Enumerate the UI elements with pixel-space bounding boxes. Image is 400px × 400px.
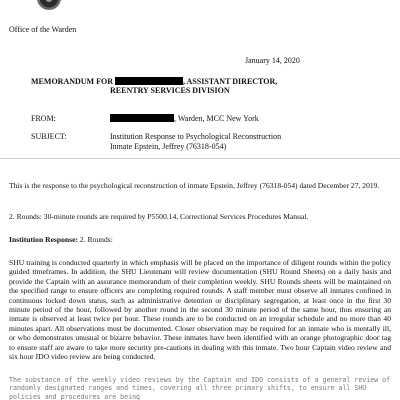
memo-division: REENTRY SERVICES DIVISION: [110, 86, 230, 95]
response-label: Institution Response:: [9, 235, 78, 244]
subject-row: [31, 132, 282, 151]
agency-seal-icon: [37, 0, 61, 10]
from-value: [110, 114, 259, 124]
from-row: [31, 114, 259, 124]
institution-response-heading: [9, 235, 391, 244]
subject-line-1: Institution Response to Psychological Reconstruction: [110, 132, 282, 141]
intro-paragraph: This is the response to the psychological reconstruction of inmate Epstein, Jeffrey (76318-054) dated December 27, 2019.: [9, 181, 380, 190]
rounds-requirement: 2. Rounds: 30-minute rounds are required by P5500.14, Correctional Services Procedures Manual.: [9, 212, 309, 221]
memo-date: January 14, 2020: [245, 56, 300, 65]
video-review-paragraph: The substance of the weekly video reviews by the Captain and IDO consists of a general review of randomly designated ranges and times, covering all three primary shifts, to ensure all SHU policies and procedures are being: [9, 376, 391, 400]
response-text: 2. Rounds:: [78, 235, 113, 244]
memo-for-title: , ASSISTANT DIRECTOR,: [182, 77, 278, 86]
redaction-bar: [110, 114, 174, 122]
subject-label: SUBJECT:: [31, 132, 67, 141]
office-heading: Office of the Warden: [9, 25, 77, 34]
memo-for-label: MEMORANDUM FOR: [31, 77, 113, 86]
subject-line-2: Inmate Epstein, Jeffrey (76318-054): [110, 142, 227, 151]
divider: [0, 158, 400, 159]
subject-value: [110, 132, 281, 152]
response-body-paragraph: SHU training is conducted quarterly in which emphasis will be placed on the importance of diligent rounds within the policy guided timeframes. In addition, the SHU Lieutenant will review documentation (SHU Round Sheets) on a daily basis and provide the Captain with an assurance memorandum of their completion weekly. SHU Rounds sheets will be maintained on the specified range to ensure officers are completing required rounds. A staff member must observe all inmates confined in continuous locked down status, such as administrative detention or disciplinary segregation, at least once in the first 30 minute period of the hour, followed by another round in the second 30 minute period of the same hour, thus ensuring an inmate is observed at least twice per hour. These rounds are to be conducted on an irregular schedule and no more than 40 minutes apart. All observations must be documented. Closer observation may be required for an inmate who is mentally ill, or who demonstrates unusual or bizarre behavior. These inmates have been identified with an orange photographic door tag to ensure staff are aware to take more security pre-cautions in dealing with this inmate. Two hour Captain video review and six hour IDO video review are being conducted.: [9, 258, 391, 362]
from-label: FROM:: [31, 114, 56, 123]
from-value-text: , Warden, MCC New York: [174, 114, 259, 123]
redaction-bar: [115, 77, 183, 85]
